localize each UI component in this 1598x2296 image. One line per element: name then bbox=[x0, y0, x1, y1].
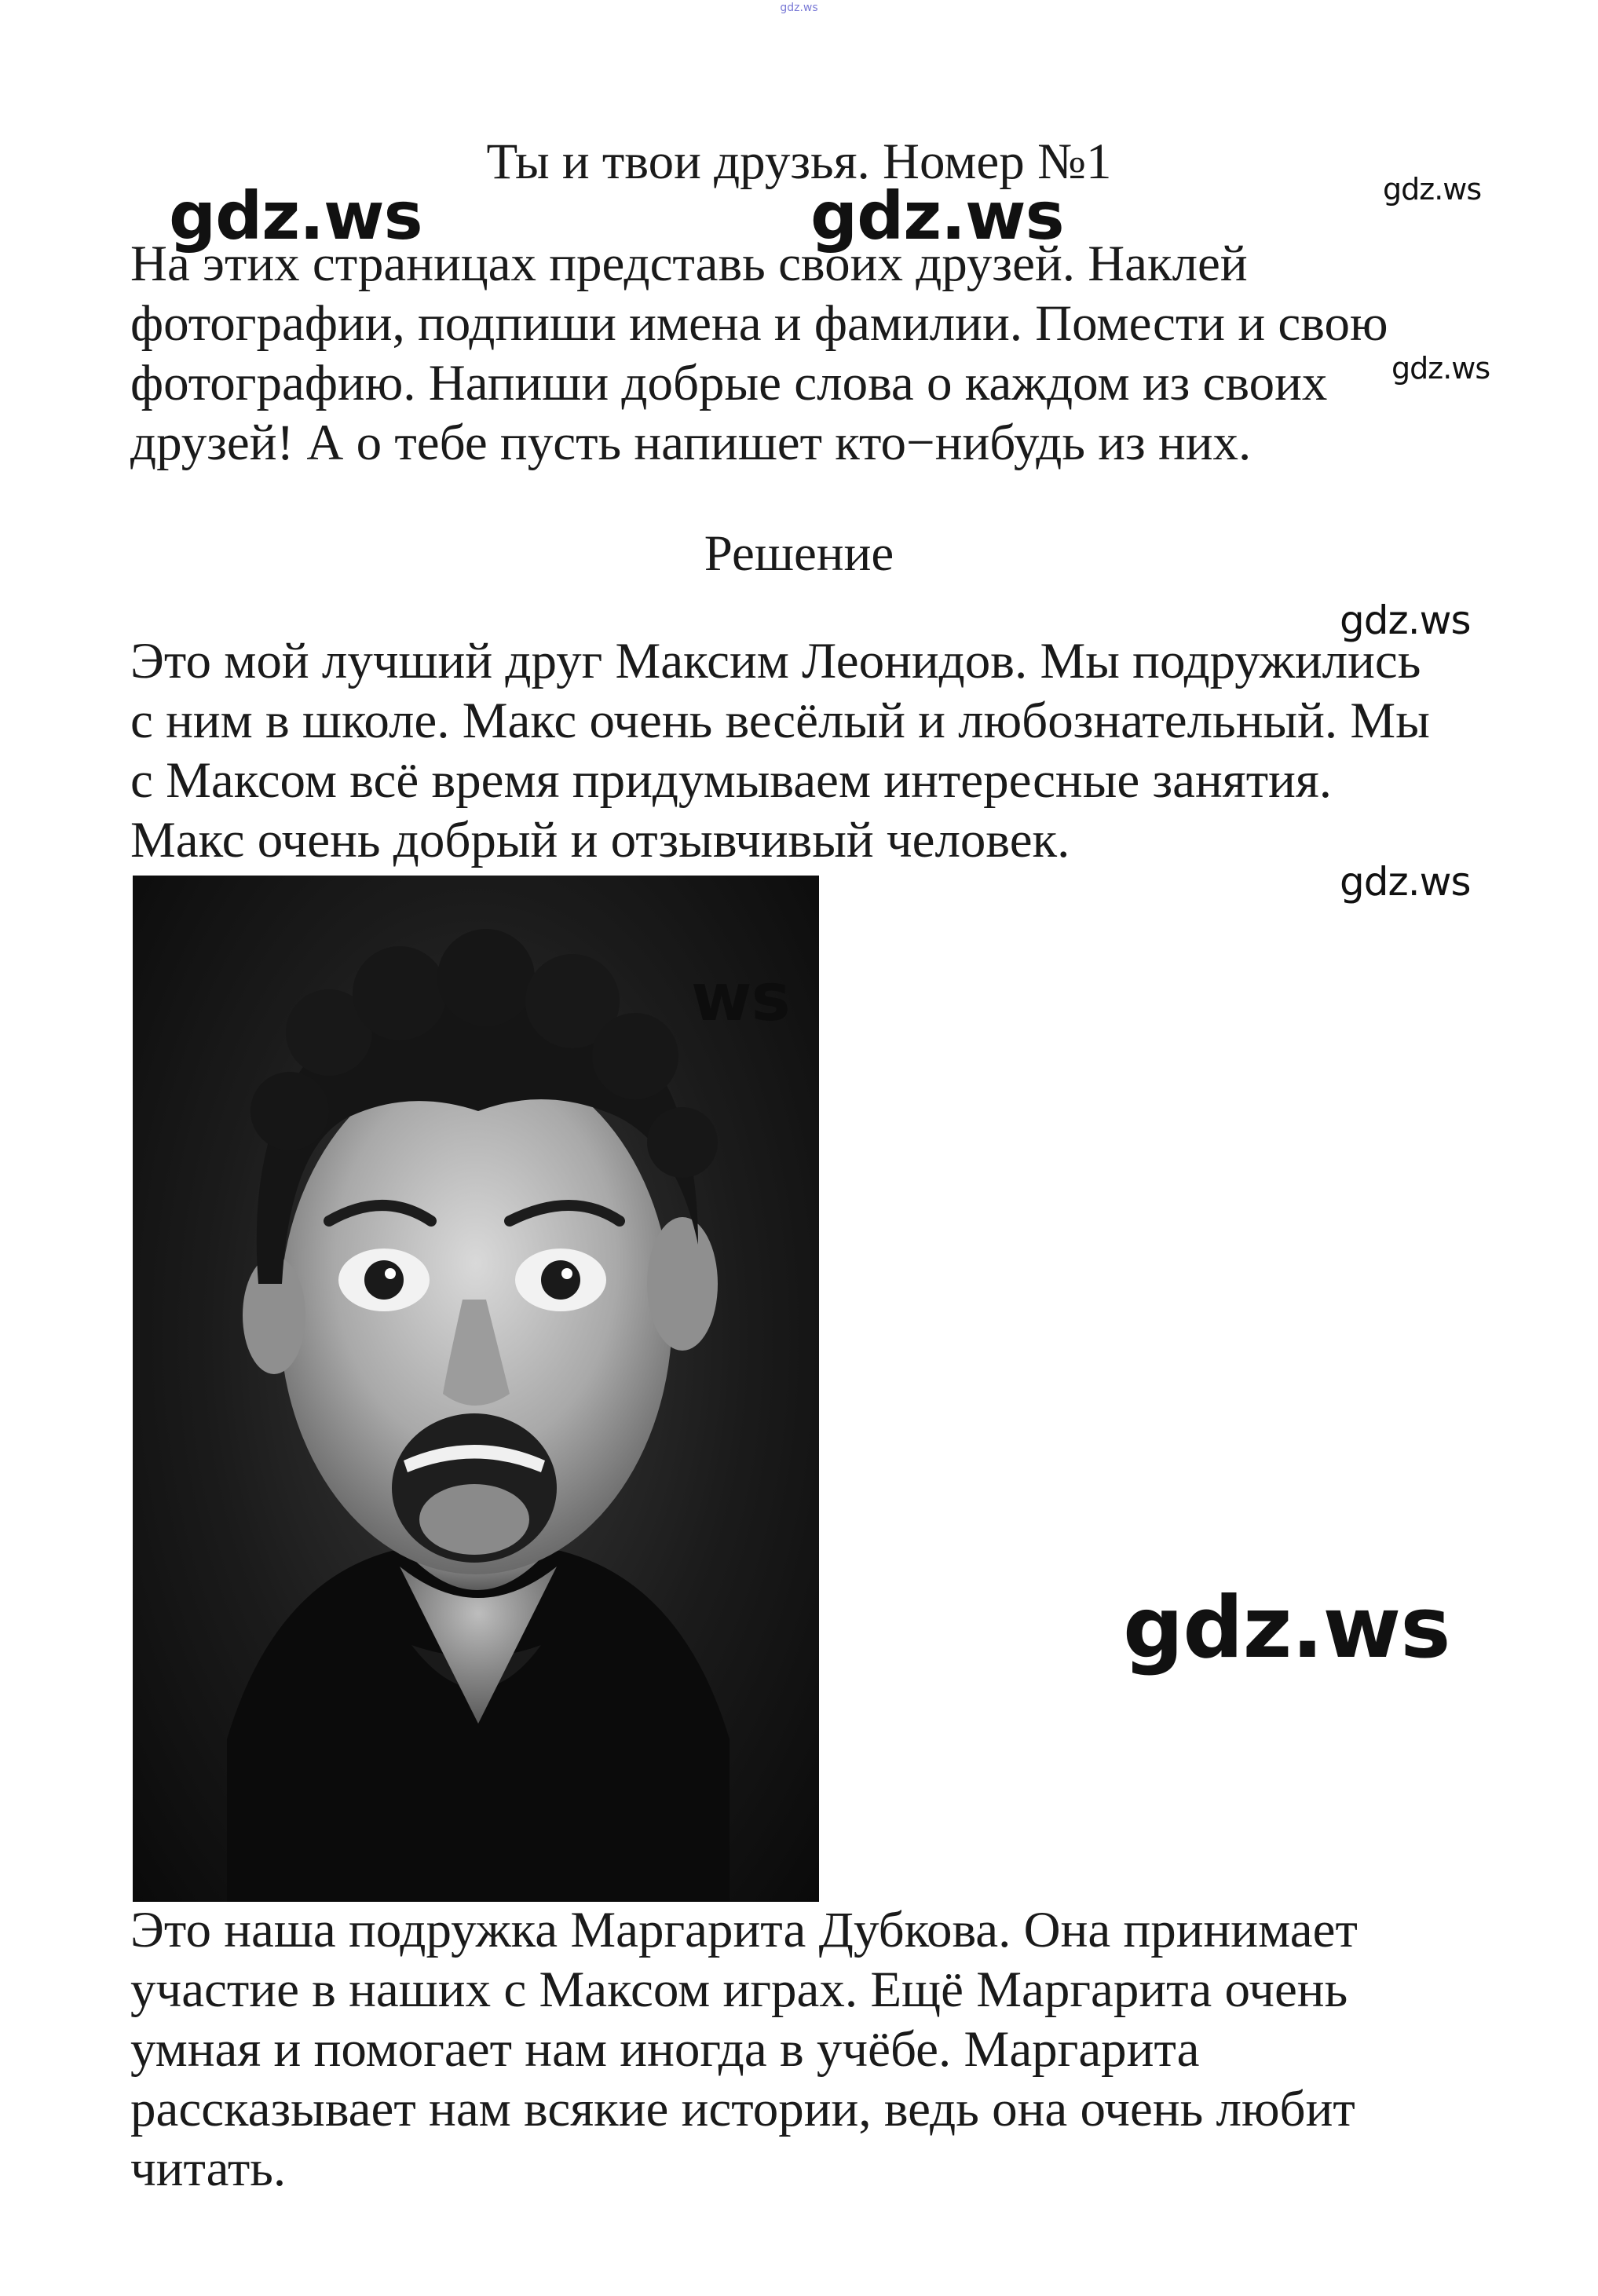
friend2-line: умная и помогает нам иногда в учёбе. Маргарита bbox=[130, 2021, 1200, 2078]
watermark-logo: gdz.ws bbox=[810, 177, 1064, 254]
friend2-line: читать. bbox=[130, 2141, 287, 2197]
friend1-line: Макс очень добрый и отзывчивый человек. bbox=[130, 812, 1070, 868]
watermark-logo: ws bbox=[691, 959, 790, 1036]
friend1-line: с ним в школе. Макс очень весёлый и любознательный. Мы bbox=[130, 693, 1430, 749]
watermark-logo: gdz.ws bbox=[1340, 859, 1471, 905]
top-watermark: gdz.ws bbox=[780, 2, 818, 14]
task-line: фотографии, подпиши имена и фамилии. Помести и свою bbox=[130, 295, 1388, 352]
friend2-line: рассказывает нам всякие истории, ведь она очень любит bbox=[130, 2081, 1355, 2137]
task-line: На этих страницах представь своих друзей. Наклей bbox=[130, 236, 1248, 292]
watermark-logo: gdz.ws bbox=[1123, 1579, 1450, 1677]
watermark-logo: gdz.ws bbox=[1340, 598, 1471, 643]
solution-heading: Решение bbox=[704, 525, 894, 582]
watermark-logo: gdz.ws bbox=[1383, 172, 1482, 207]
task-line: друзей! А о тебе пусть напишет кто−нибудь из них. bbox=[130, 415, 1252, 471]
friend1-line: с Максом всё время придумываем интересные занятия. bbox=[130, 752, 1333, 809]
task-paragraph bbox=[130, 234, 1388, 473]
friend1-line: Это мой лучший друг Максим Леонидов. Мы подружились bbox=[130, 633, 1421, 689]
friend2-line: участие в наших с Максом играх. Ещё Маргарита очень bbox=[130, 1961, 1348, 2018]
page-title: Ты и твои друзья. Номер №1 bbox=[486, 133, 1112, 190]
friend2-paragraph bbox=[130, 1900, 1358, 2199]
friend1-paragraph bbox=[130, 631, 1430, 870]
watermark-logo: gdz.ws bbox=[1391, 351, 1490, 386]
task-line: фотографию. Напиши добрые слова о каждом из своих bbox=[130, 355, 1328, 411]
watermark-logo: gdz.ws bbox=[169, 177, 422, 254]
friend2-line: Это наша подружка Маргарита Дубкова. Она принимает bbox=[130, 1902, 1358, 1958]
